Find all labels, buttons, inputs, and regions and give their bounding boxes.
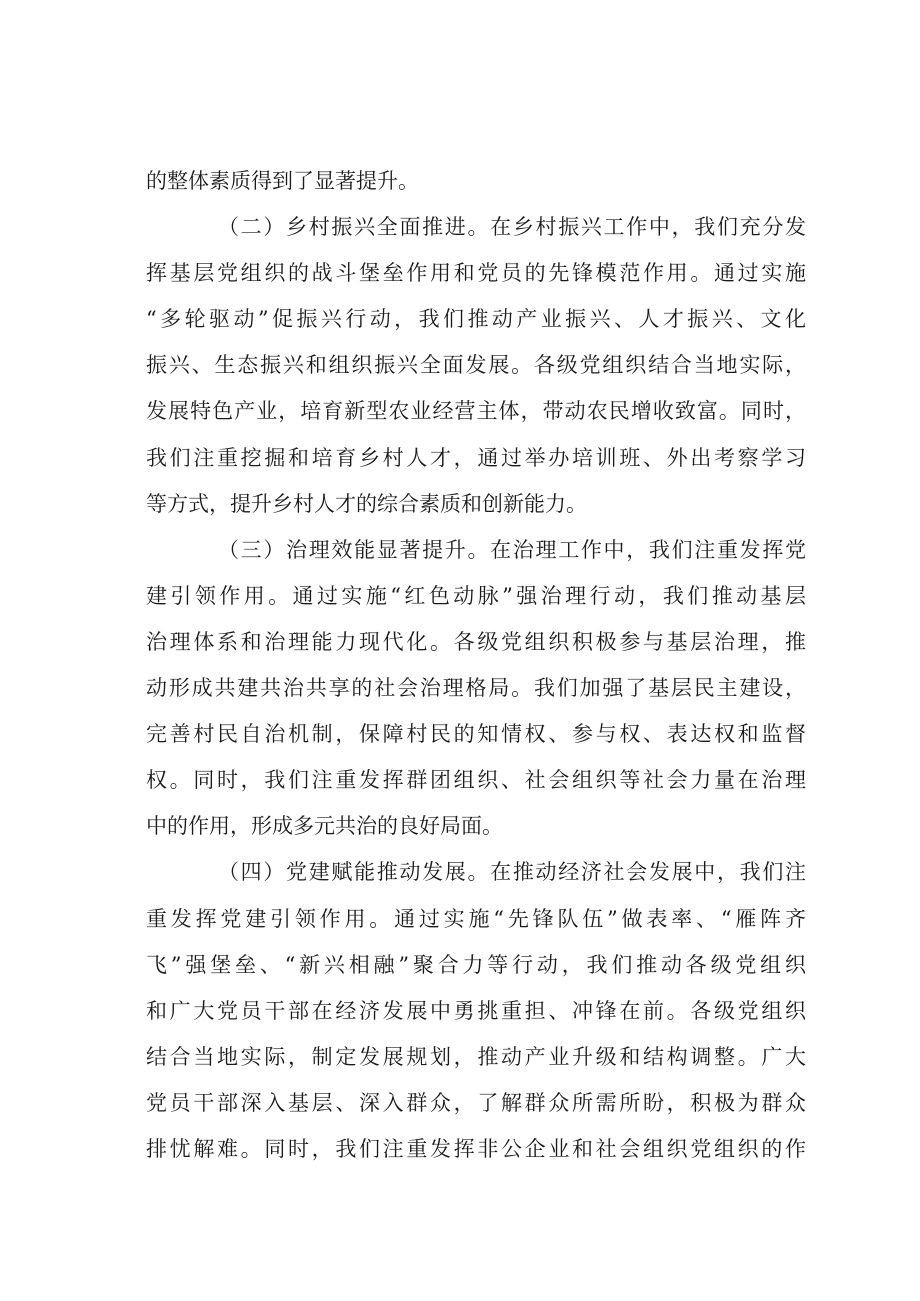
- text-line: 中的作用，形成多元共治的良好局面。: [146, 814, 503, 839]
- text-line: 发展特色产业，培育新型农业经营主体，带动农民增收致富。同时，: [146, 399, 806, 424]
- text-line: 振兴、生态振兴和组织振兴全面发展。各级党组织结合当地实际，: [146, 353, 806, 378]
- text-line: “多轮驱动”促振兴行动，我们推动产业振兴、人才振兴、文化: [146, 307, 806, 332]
- text-line: 党员干部深入基层、深入群众，了解群众所需所盼，积极为群众: [146, 1090, 806, 1115]
- text-line: 的整体素质得到了显著提升。: [146, 169, 419, 193]
- text-line: 排忧解难。同时，我们注重发挥非公企业和社会组织党组织的作: [146, 1136, 806, 1161]
- paragraph-heading-line: （三）治理效能显著提升。在治理工作中，我们注重发挥党: [218, 537, 806, 562]
- text-line: 建引领作用。通过实施“红色动脉”强治理行动，我们推动基层: [146, 583, 806, 608]
- text-line: 和广大党员干部在经济发展中勇挑重担、冲锋在前。各级党组织: [146, 998, 806, 1023]
- document-body: [146, 158, 806, 1172]
- text-line: 治理体系和治理能力现代化。各级党组织积极参与基层治理，推: [146, 629, 806, 654]
- text-line: 完善村民自治机制，保障村民的知情权、参与权、表达权和监督: [146, 722, 806, 747]
- text-line: 等方式，提升乡村人才的综合素质和创新能力。: [146, 491, 587, 516]
- text-line: 飞”强堡垒、“新兴相融”聚合力等行动，我们推动各级党组织: [146, 952, 806, 977]
- paragraph-heading-line: （四）党建赋能推动发展。在推动经济社会发展中，我们注: [218, 860, 806, 885]
- paragraph-heading-line: （二）乡村振兴全面推进。在乡村振兴工作中，我们充分发: [218, 215, 806, 240]
- text-line: 重发挥党建引领作用。通过实施“先锋队伍”做表率、“雁阵齐: [146, 906, 806, 931]
- text-line: 结合当地实际，制定发展规划，推动产业升级和结构调整。广大: [146, 1044, 806, 1069]
- text-line: 挥基层党组织的战斗堡垒作用和党员的先锋模范作用。通过实施: [146, 261, 806, 286]
- text-line: 权。同时，我们注重发挥群团组织、社会组织等社会力量在治理: [146, 768, 806, 793]
- text-line: 我们注重挖掘和培育乡村人才，通过举办培训班、外出考察学习: [146, 445, 806, 470]
- text-line: 动形成共建共治共享的社会治理格局。我们加强了基层民主建设，: [146, 676, 806, 701]
